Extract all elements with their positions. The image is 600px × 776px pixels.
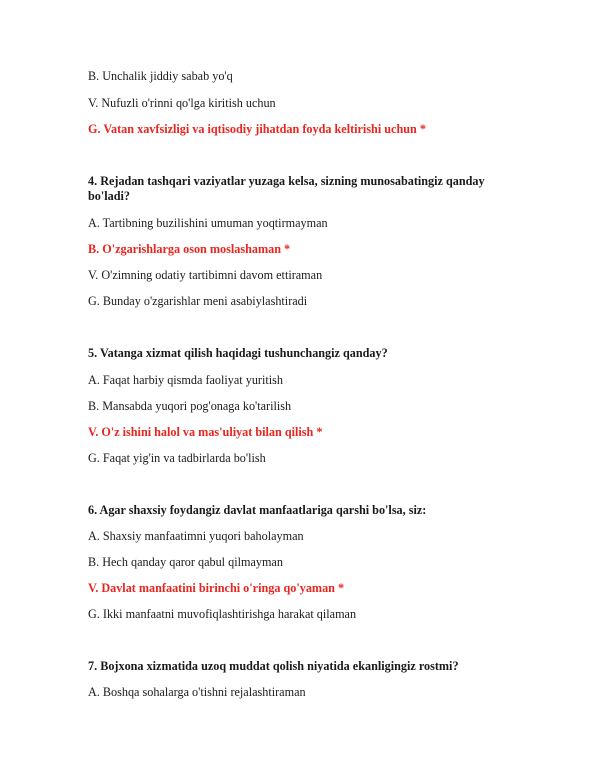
q7-option-a: A. Boshqa sohalarga o'tishni rejalashtiraman (88, 685, 306, 699)
q6-option-b: B. Hech qanday qaror qabul qilmayman (88, 555, 283, 569)
q4-option-a: A. Tartibning buzilishini umuman yoqtirmayman (88, 216, 328, 230)
q4-option-b-correct: B. O'zgarishlarga oson moslashaman * (88, 242, 291, 256)
q3-option-g-correct: G. Vatan xavfsizligi va iqtisodiy jihatdan foyda keltirishi uchun * (88, 122, 426, 136)
q4-option-g: G. Bunday o'zgarishlar meni asabiylashtiradi (88, 294, 308, 308)
q6-option-v-correct: V. Davlat manfaatini birinchi o'ringa qo'yaman * (88, 581, 345, 595)
q3-option-v: V. Nufuzli o'rinni qo'lga kiritish uchun (88, 96, 276, 110)
q4-option-v: V. O'zimning odatiy tartibimni davom ettiraman (88, 268, 323, 282)
q6-option-a: A. Shaxsiy manfaatimni yuqori baholayman (88, 529, 304, 543)
q5-option-a: A. Faqat harbiy qismda faoliyat yuritish (88, 373, 283, 387)
q4-question: 4. Rejadan tashqari vaziyatlar yuzaga kelsa, sizning munosabatingiz qanday bo'ladi? (88, 174, 485, 203)
q7-question: 7. Bojxona xizmatida uzoq muddat qolish niyatida ekanligingiz rostmi? (88, 659, 459, 673)
q6-question: 6. Agar shaxsiy foydangiz davlat manfaatlariga qarshi bo'lsa, siz: (88, 503, 427, 517)
q5-option-g: G. Faqat yig'in va tadbirlarda bo'lish (88, 451, 266, 465)
q3-option-b: B. Unchalik jiddiy sabab yo'q (88, 69, 233, 83)
q5-option-b: B. Mansabda yuqori pog'onaga ko'tarilish (88, 399, 292, 413)
q5-question: 5. Vatanga xizmat qilish haqidagi tushunchangiz qanday? (88, 346, 388, 360)
q6-option-g: G. Ikki manfaatni muvofiqlashtirishga harakat qilaman (88, 607, 357, 621)
q5-option-v-correct: V. O'z ishini halol va mas'uliyat bilan qilish * (88, 425, 323, 439)
